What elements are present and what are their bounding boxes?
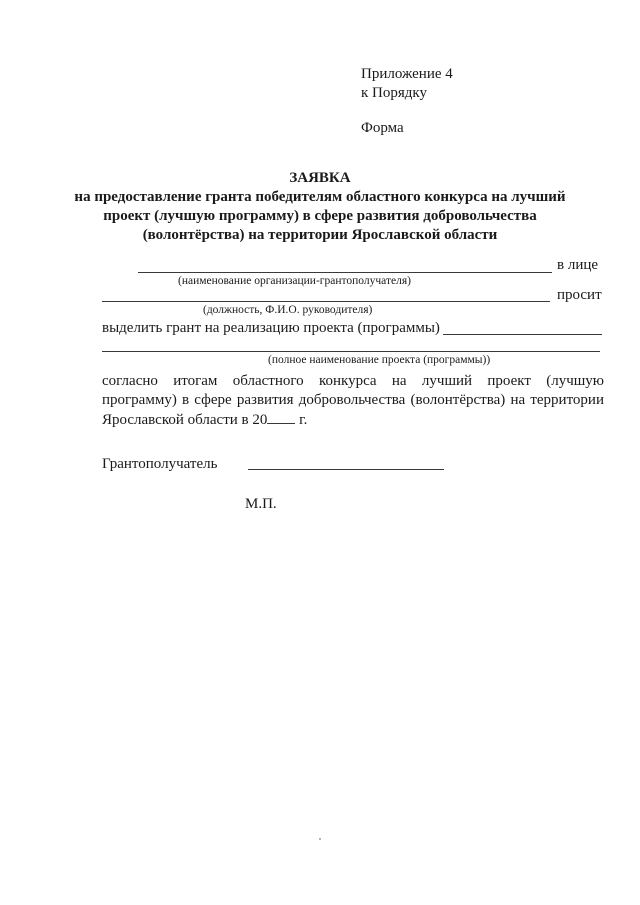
scan-dot — [319, 838, 321, 840]
recipient-label: Грантополучатель — [102, 456, 218, 472]
year-prefix: Ярославской области в 20 — [102, 412, 268, 428]
year-field[interactable] — [267, 411, 295, 424]
title-line-3: (волонтёрства) на территории Ярославской области — [142, 227, 498, 243]
title-line-1: на предоставление гранта победителям областного конкурса на лучший — [74, 189, 566, 205]
appendix-label: Приложение 4 — [361, 66, 453, 82]
title-line-2: проект (лучшую программу) в сфере развития добровольчества — [103, 208, 537, 224]
document-title: ЗАЯВКА — [289, 170, 351, 186]
project-hint: (полное наименование проекта (программы)) — [268, 354, 491, 366]
project-name-field[interactable] — [102, 351, 600, 352]
allocate-grant-text: выделить грант на реализацию проекта (программы) — [102, 320, 440, 336]
to-order-label: к Порядку — [361, 85, 427, 101]
head-name-field[interactable] — [102, 301, 550, 302]
stamp-label: М.П. — [245, 496, 277, 512]
body-text-line-1: согласно итогам областного конкурса на лучший проект (лучшую — [102, 373, 604, 389]
body-text-line-2: программу) в сфере развития добровольчества (волонтёрства) на территории — [102, 392, 604, 408]
body-text-line-3 — [102, 411, 307, 429]
in-person-label: в лице — [557, 257, 599, 273]
signature-field[interactable] — [248, 469, 444, 470]
asks-label: просит — [557, 287, 602, 303]
year-suffix: г. — [299, 412, 308, 428]
project-name-field-start[interactable] — [443, 334, 602, 335]
organization-name-field[interactable] — [138, 272, 552, 273]
form-label: Форма — [361, 120, 404, 136]
head-hint: (должность, Ф.И.О. руководителя) — [203, 304, 373, 316]
organization-hint: (наименование организации-грантополучателя) — [178, 275, 411, 287]
